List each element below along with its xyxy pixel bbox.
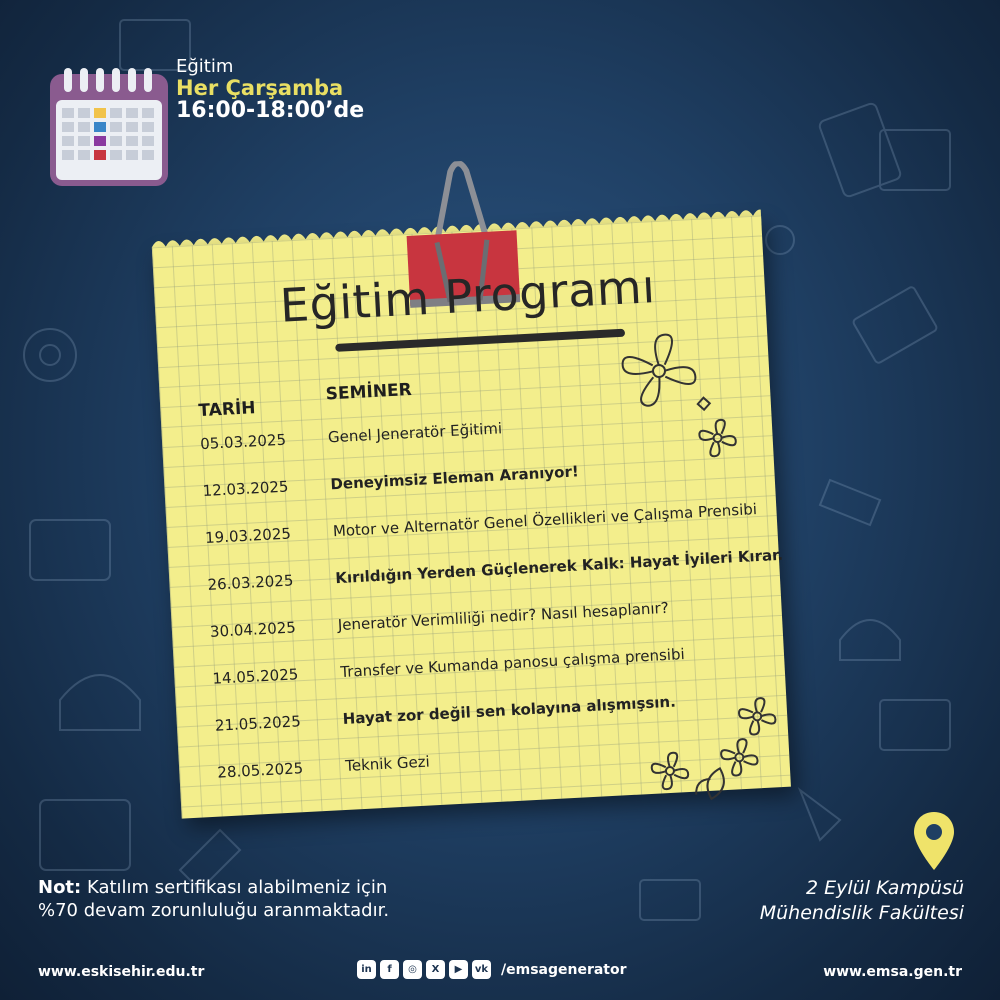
program-title: Eğitim Programı (278, 259, 657, 333)
x-icon[interactable]: X (426, 960, 445, 979)
row-date: 21.05.2025 (214, 712, 302, 735)
location (760, 876, 964, 925)
schedule-day: Her Çarşamba (176, 75, 344, 100)
row-date: 30.04.2025 (209, 618, 297, 641)
row-date: 12.03.2025 (202, 477, 289, 501)
row-seminar: Hayat zor değil sen kolayına alışmışsın. (342, 692, 677, 729)
row-date: 26.03.2025 (207, 571, 294, 594)
row-seminar: Motor ve Alternatör Genel Özellikleri ve Çalışma Prensibi (332, 500, 758, 541)
schedule-time: 16:00-18:00’de (176, 97, 365, 123)
schedule-info (176, 58, 364, 122)
vk-icon[interactable]: vk (472, 960, 491, 979)
column-header-seminar: SEMİNER (325, 379, 413, 405)
location-line-2: Mühendislik Fakültesi (759, 901, 964, 924)
column-header-date: TARİH (197, 398, 256, 422)
row-seminar: Deneyimsiz Eleman Aranıyor! (330, 462, 580, 494)
note (38, 876, 389, 923)
row-date: 14.05.2025 (212, 665, 299, 688)
footer-right-url[interactable]: www.emsa.gen.tr (823, 964, 962, 980)
note-text-1: Katılım sertifikası alabilmeniz için (81, 877, 388, 898)
row-seminar: Teknik Gezi (344, 752, 431, 775)
row-date: 05.03.2025 (199, 430, 287, 454)
flower-doodle-icon-2 (636, 695, 792, 813)
location-line-1: 2 Eylül Kampüsü (806, 877, 964, 899)
instagram-icon[interactable]: ◎ (403, 960, 422, 979)
facebook-icon[interactable]: f (380, 960, 399, 979)
program-note (138, 143, 842, 837)
row-date: 19.03.2025 (204, 524, 292, 547)
youtube-icon[interactable]: ▶ (449, 960, 468, 979)
social-links (357, 960, 627, 979)
title-underline (335, 329, 625, 352)
note-label: Not: (38, 877, 82, 898)
calendar-icon (48, 66, 170, 190)
row-seminar: Jeneratör Verimliliği nedir? Nasıl hesaplanır? (337, 598, 670, 635)
flower-doodle-icon (612, 326, 760, 483)
row-seminar: Kırıldığın Yerden Güçlenerek Kalk: Hayat İyileri Kırar. (334, 545, 784, 588)
row-date: 28.05.2025 (216, 759, 304, 782)
paper-sheet (152, 215, 791, 818)
footer-left-url[interactable]: www.eskisehir.edu.tr (38, 964, 205, 980)
location-pin-icon (911, 810, 957, 872)
linkedin-icon[interactable]: in (357, 960, 376, 979)
social-handle[interactable]: /emsagenerator (501, 961, 627, 978)
schedule-label: Eğitim (176, 56, 234, 77)
row-seminar: Genel Jeneratör Eğitimi (327, 419, 503, 447)
row-seminar: Transfer ve Kumanda panosu çalışma prensibi (339, 645, 686, 682)
note-text-2: %70 devam zorunluluğu aranmaktadır. (38, 900, 390, 922)
